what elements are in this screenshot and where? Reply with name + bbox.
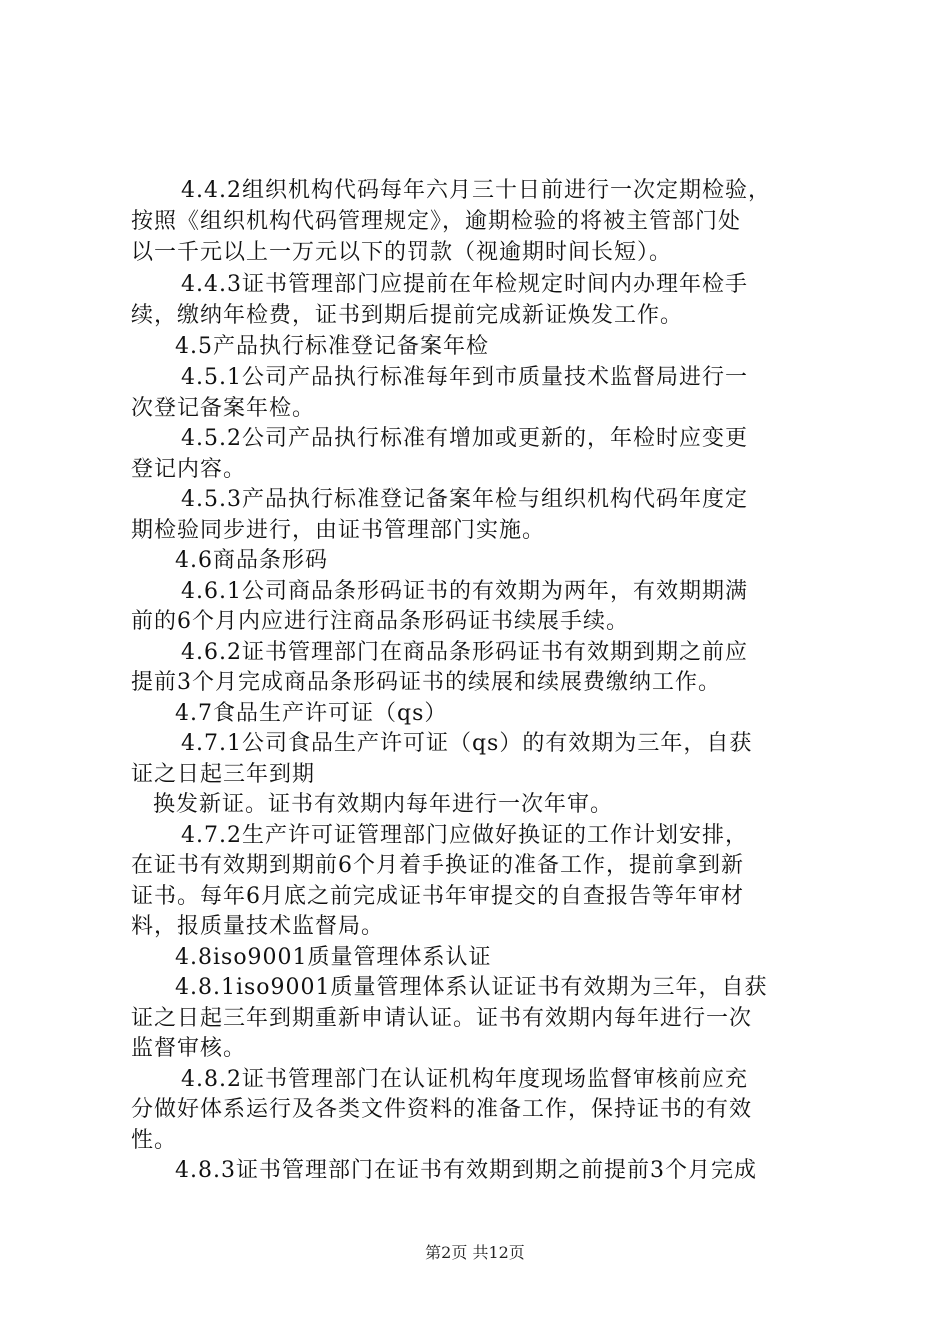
text-line: 登记内容。 [131,457,247,482]
text-line: 4.5.1公司产品执行标准每年到市质量技术监督局进行一 [181,365,748,390]
text-line: 性。 [131,1128,178,1153]
text-line: 期检验同步进行，由证书管理部门实施。 [131,518,546,543]
text-line: 证书。每年6月底之前完成证书年审提交的自查报告等年审材 [131,884,744,909]
text-line: 在证书有效期到期前6个月着手换证的准备工作，提前拿到新 [131,853,744,878]
section-heading: 4.5产品执行标准登记备案年检 [175,334,489,359]
text-line: 证之日起三年到期 [131,762,316,787]
text-line: 按照《组织机构代码管理规定》，逾期检验的将被主管部门处 [131,209,742,234]
text-line: 4.6.1公司商品条形码证书的有效期为两年，有效期期满 [181,579,748,604]
text-line: 提前3个月完成商品条形码证书的续展和续展费缴纳工作。 [131,670,721,695]
text-line: 4.8.2证书管理部门在认证机构年度现场监督审核前应充 [181,1067,748,1092]
text-line: 4.5.3产品执行标准登记备案年检与组织机构代码年度定 [181,487,748,512]
text-line: 证之日起三年到期重新申请认证。证书有效期内每年进行一次 [131,1006,753,1031]
text-line: 续，缴纳年检费，证书到期后提前完成新证焕发工作。 [131,303,684,328]
section-heading: 4.7食品生产许可证（qs） [175,701,448,726]
section-heading: 4.8iso9001质量管理体系认证 [175,945,492,970]
page-number-footer: 第2页 共12页 [425,1243,525,1262]
text-line: 4.8.1iso9001质量管理体系认证证书有效期为三年，自获 [175,975,768,1000]
text-line: 4.4.3证书管理部门应提前在年检规定时间内办理年检手 [181,272,748,297]
text-line: 以一千元以上一万元以下的罚款（视逾期时间长短）。 [131,240,673,265]
text-line: 4.8.3证书管理部门在证书有效期到期之前提前3个月完成 [175,1158,757,1183]
section-heading: 4.6商品条形码 [175,548,328,573]
text-line: 分做好体系运行及各类文件资料的准备工作，保持证书的有效 [131,1097,753,1122]
text-line: 次登记备案年检。 [131,396,316,421]
text-line: 4.4.2组织机构代码每年六月三十日前进行一次定期检验， [181,178,771,203]
text-line: 换发新证。证书有效期内每年进行一次年审。 [153,792,614,817]
text-line: 4.7.2生产许可证管理部门应做好换证的工作计划安排， [181,823,748,848]
text-line: 料，报质量技术监督局。 [131,914,385,939]
text-line: 4.7.1公司食品生产许可证（qs）的有效期为三年，自获 [181,731,753,756]
text-line: 前的6个月内应进行注商品条形码证书续展手续。 [131,609,629,634]
text-line: 监督审核。 [131,1036,247,1061]
text-line: 4.6.2证书管理部门在商品条形码证书有效期到期之前应 [181,640,748,665]
text-line: 4.5.2公司产品执行标准有增加或更新的，年检时应变更 [181,426,748,451]
